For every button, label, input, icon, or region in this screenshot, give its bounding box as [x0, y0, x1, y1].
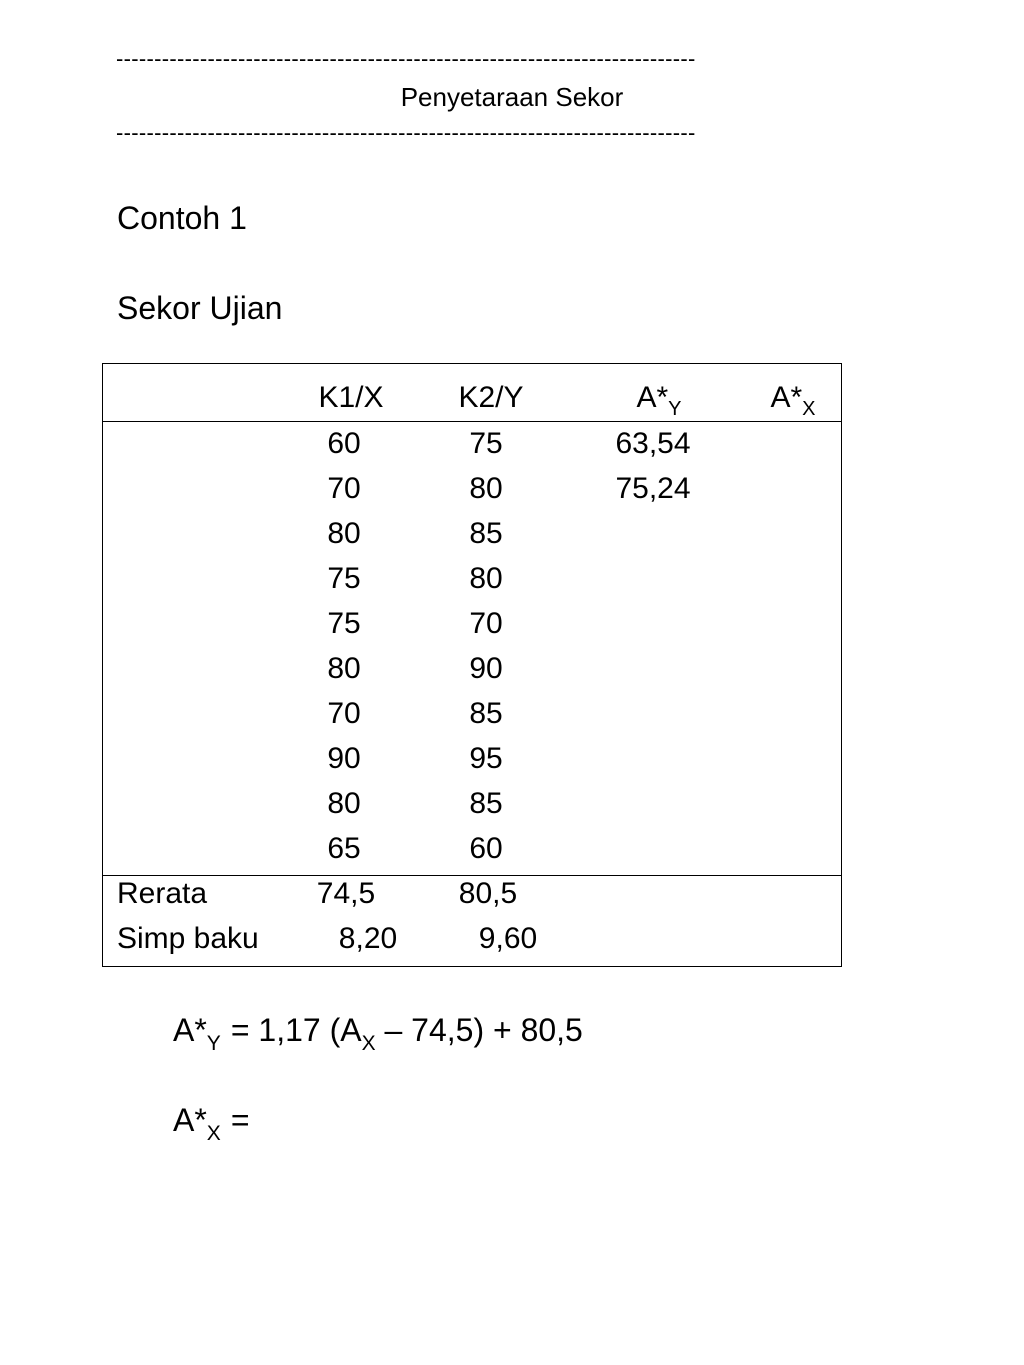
cell-k1: 75 — [327, 562, 361, 595]
cell-k2: 70 — [469, 607, 503, 640]
formula-y-rhs: = 1,17 (A — [230, 1012, 362, 1048]
table-header-rule — [103, 421, 841, 422]
column-header-ay-subscript: Y — [668, 398, 682, 420]
cell-k1: 65 — [327, 832, 361, 865]
formula-y-rhs-subscript: X — [361, 1032, 376, 1055]
score-table — [102, 363, 842, 967]
formula-x-lhs-subscript: X — [206, 1122, 221, 1145]
cell-k1: 80 — [327, 517, 361, 550]
cell-ay: 63,54 — [615, 427, 691, 460]
cell-k2: 60 — [469, 832, 503, 865]
cell-k2: 75 — [469, 427, 503, 460]
cell-k2: 85 — [469, 787, 503, 820]
cell-k1: 70 — [327, 472, 361, 505]
cell-k2: 85 — [469, 697, 503, 730]
header-rule-top: ---------------------------------------------------------------------------- — [116, 48, 696, 70]
formula-y-lhs: A* — [173, 1012, 207, 1048]
column-header-ay-main: A* — [636, 381, 669, 414]
summary-k1-value: 8,20 — [338, 922, 398, 955]
equating-formula-y — [173, 1010, 583, 1055]
formula-y-lhs-subscript: Y — [206, 1032, 221, 1055]
summary-k2-value: 80,5 — [458, 877, 518, 910]
column-header-ax-main: A* — [770, 381, 803, 414]
cell-k1: 70 — [327, 697, 361, 730]
cell-k2: 80 — [469, 562, 503, 595]
column-header-ax-subscript: X — [802, 398, 816, 420]
cell-k2: 90 — [469, 652, 503, 685]
column-header-k1: K1/X — [318, 381, 384, 414]
cell-k2: 85 — [469, 517, 503, 550]
formula-x-lhs: A* — [173, 1102, 207, 1138]
cell-k1: 60 — [327, 427, 361, 460]
column-header-ay — [636, 380, 681, 419]
summary-k2-value: 9,60 — [478, 922, 538, 955]
document-title: Penyetaraan Sekor — [400, 82, 624, 112]
cell-k1: 80 — [327, 652, 361, 685]
cell-k1: 80 — [327, 787, 361, 820]
column-header-k2: K2/Y — [458, 381, 524, 414]
equating-formula-x — [173, 1100, 250, 1145]
cell-k2: 80 — [469, 472, 503, 505]
summary-label: Rerata — [117, 877, 208, 910]
summary-k1-value: 74,5 — [316, 877, 376, 910]
formula-y-rhs-tail: – 74,5) + 80,5 — [375, 1012, 583, 1048]
cell-k1: 75 — [327, 607, 361, 640]
header-rule-bottom: ---------------------------------------------------------------------------- — [116, 122, 696, 144]
cell-k1: 90 — [327, 742, 361, 775]
section-heading: Sekor Ujian — [117, 290, 283, 326]
formula-x-rhs: = — [230, 1102, 250, 1138]
example-heading: Contoh 1 — [117, 200, 247, 236]
cell-ay: 75,24 — [615, 472, 691, 505]
cell-k2: 95 — [469, 742, 503, 775]
summary-label: Simp baku — [117, 922, 259, 955]
column-header-ax — [770, 380, 815, 419]
